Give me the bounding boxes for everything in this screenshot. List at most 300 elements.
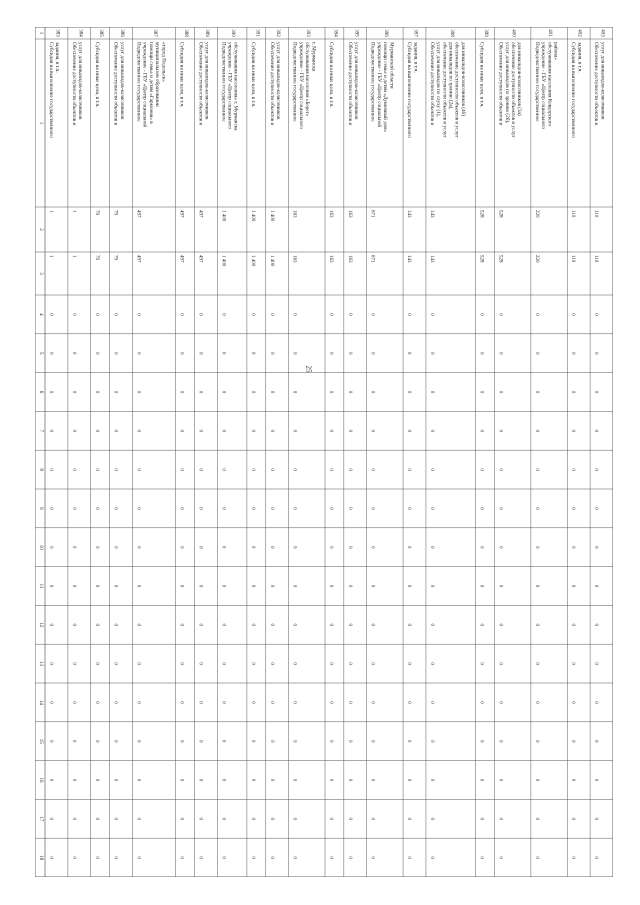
row-value: 0 xyxy=(48,429,53,433)
row-value: 0 xyxy=(178,701,184,704)
row-value: 0 xyxy=(291,507,297,510)
row-value: 0 xyxy=(220,351,226,355)
row-value: 0 xyxy=(70,313,76,316)
row-name-line: учреждение - ГБУ «Центр социального xyxy=(540,42,547,129)
row-value: 0 xyxy=(369,507,375,510)
row-value: 0 xyxy=(197,817,203,821)
row-value: 0 xyxy=(220,739,226,743)
row-value: 0 xyxy=(478,390,484,394)
header-number: 7 xyxy=(38,429,43,433)
row-value: 0 xyxy=(48,701,53,704)
row-value: 0 xyxy=(178,778,184,782)
row-value: 0 xyxy=(70,778,76,782)
row-value: 0 xyxy=(369,468,375,471)
row-value: 0 xyxy=(570,778,576,782)
row-value: 0 xyxy=(428,701,434,704)
row-value: 0 xyxy=(93,545,99,549)
row-value: 0 xyxy=(428,856,434,859)
row-value: 1 400 xyxy=(220,255,226,267)
row-value: 0 xyxy=(327,623,333,627)
row-value: 0 xyxy=(93,390,99,394)
row-name-line: услуг для инвалидов по слуху (1), xyxy=(435,42,442,117)
row-value: 0 xyxy=(570,856,576,859)
row-value: 0 xyxy=(593,662,599,665)
row-name-line: Подведомственное государственное xyxy=(533,42,540,122)
row-value: 0 xyxy=(220,468,226,471)
header-number: 13 xyxy=(38,661,43,667)
row-number: 391 xyxy=(254,29,260,37)
row-value: 497 xyxy=(197,210,203,218)
row-value: 0 xyxy=(93,313,99,316)
row-value: 0 xyxy=(346,856,352,859)
row-value: 0 xyxy=(93,584,99,588)
row-value: 110 xyxy=(593,255,599,263)
row-name-line: «город Подольск» xyxy=(160,42,167,82)
row-value: 0 xyxy=(112,313,118,316)
row-value: 0 xyxy=(593,545,599,549)
row-name-line: задания, в т.ч. xyxy=(576,42,583,73)
row-value: 0 xyxy=(48,313,53,316)
row-value: 0 xyxy=(406,662,412,665)
row-value: 0 xyxy=(197,351,203,355)
row-value: 671 xyxy=(369,210,375,218)
row-value: 163 xyxy=(291,210,297,218)
row-name-line: обеспечение доступности объектов и услуг xyxy=(441,42,448,138)
row-number: 399 xyxy=(483,29,489,37)
header-number: 3 xyxy=(38,272,43,275)
row-value: 0 xyxy=(70,507,76,510)
row-value: 0 xyxy=(533,351,539,355)
row-value: 0 xyxy=(327,856,333,859)
row-value: 0 xyxy=(70,817,76,821)
row-name-line: Обеспечение доступности объектов и xyxy=(70,42,77,126)
row-value: 1 xyxy=(48,210,53,213)
row-value: 0 xyxy=(428,817,434,821)
row-name-line: услуг для инвалидов-колясочников xyxy=(77,42,84,120)
row-number: 400 xyxy=(510,29,516,37)
row-value: 0 xyxy=(291,313,297,316)
row-value: 0 xyxy=(291,662,297,665)
row-value: 0 xyxy=(497,623,503,627)
row-value: 143 xyxy=(428,210,434,218)
row-number: 394 xyxy=(332,29,338,37)
row-value: 0 xyxy=(327,701,333,704)
row-value: 0 xyxy=(291,778,297,782)
header-number: 1 xyxy=(38,121,43,125)
row-value: 0 xyxy=(497,739,503,743)
row-name-line: услуг для инвалидов-колясочников xyxy=(599,42,606,120)
row-value: 0 xyxy=(135,390,141,394)
row-value: 0 xyxy=(533,429,539,433)
row-value: 0 xyxy=(570,545,576,549)
row-value: 0 xyxy=(135,429,141,433)
row-name-line: Подведомственное государственное xyxy=(220,42,227,122)
header-number: 18 xyxy=(38,855,43,861)
row-value: 0 xyxy=(327,817,333,821)
row-value: 0 xyxy=(593,856,599,859)
row-value: 143 xyxy=(406,210,412,218)
row-value: 528 xyxy=(478,255,484,263)
row-value: 0 xyxy=(593,507,599,510)
row-value: 0 xyxy=(112,856,118,859)
row-value: 0 xyxy=(48,623,53,627)
row-value: 0 xyxy=(291,856,297,859)
row-name-line: услуг для инвалидов по зрению (2б), xyxy=(503,42,510,124)
row-value: 0 xyxy=(268,468,274,471)
row-value: 0 xyxy=(497,468,503,471)
row-value: 0 xyxy=(369,429,375,433)
row-value: 0 xyxy=(178,817,184,821)
row-number: 395 xyxy=(353,29,359,37)
row-value: 0 xyxy=(346,468,352,471)
row-name-line: учреждение - ГБУ «Центр социального xyxy=(226,42,233,129)
row-value: 0 xyxy=(346,351,352,355)
row-value: 79 xyxy=(93,210,99,215)
row-value: 0 xyxy=(93,623,99,627)
row-value: 0 xyxy=(70,662,76,665)
row-name-line: обслуживания населения Ковдорского xyxy=(546,42,553,127)
row-value: 0 xyxy=(291,351,297,355)
row-value: 0 xyxy=(570,662,576,665)
row-value: 0 xyxy=(346,662,352,665)
row-value: 0 xyxy=(428,351,434,355)
row-value: 0 xyxy=(178,623,184,627)
row-value: 0 xyxy=(478,429,484,433)
row-value: 0 xyxy=(478,856,484,859)
row-value: 0 xyxy=(197,507,203,510)
row-value: 0 xyxy=(593,778,599,782)
row-value: 0 xyxy=(93,468,99,471)
row-value: 0 xyxy=(178,856,184,859)
row-number: 383 xyxy=(54,29,60,37)
row-value: 0 xyxy=(249,313,255,316)
row-value: 0 xyxy=(70,545,76,549)
row-value: 0 xyxy=(291,584,297,588)
row-number: 397 xyxy=(412,29,418,37)
row-value: 0 xyxy=(570,623,576,627)
row-name-line: Субсидия на иные цели, в т.ч. xyxy=(478,42,485,108)
row-value: 0 xyxy=(327,662,333,665)
header-number: 9 xyxy=(38,507,43,510)
row-value: 0 xyxy=(593,390,599,394)
row-value: 0 xyxy=(428,662,434,665)
row-value: 0 xyxy=(346,623,352,627)
row-value: 0 xyxy=(593,739,599,743)
row-name-line: для инвалидов-колясочников (3а) xyxy=(516,42,523,116)
row-value: 0 xyxy=(291,429,297,433)
row-value: 0 xyxy=(220,662,226,665)
row-value: 528 xyxy=(497,255,503,263)
row-value: 0 xyxy=(197,468,203,471)
row-value: 0 xyxy=(112,701,118,704)
row-name-line: Субсидия на выполнение государственного xyxy=(570,42,577,138)
row-value: 0 xyxy=(291,468,297,471)
row-number: 388 xyxy=(182,29,188,37)
row-value: 0 xyxy=(346,701,352,704)
row-value: 0 xyxy=(70,701,76,704)
row-value: 1 400 xyxy=(268,255,274,267)
row-value: 0 xyxy=(346,778,352,782)
row-value: 0 xyxy=(220,313,226,316)
row-value: 0 xyxy=(135,584,141,588)
row-value: 497 xyxy=(178,255,184,263)
row-value: 0 xyxy=(369,817,375,821)
row-value: 0 xyxy=(70,584,76,588)
row-value: 0 xyxy=(478,662,484,665)
row-value: 0 xyxy=(497,701,503,704)
row-value: 0 xyxy=(346,584,352,588)
row-value: 0 xyxy=(346,545,352,549)
row-value: 0 xyxy=(93,701,99,704)
row-value: 0 xyxy=(249,701,255,704)
row-value: 528 xyxy=(497,210,503,218)
row-name-line: задания, в т.ч. xyxy=(412,42,419,73)
row-value: 0 xyxy=(197,390,203,394)
row-value: 0 xyxy=(70,468,76,471)
row-value: 0 xyxy=(428,584,434,588)
row-value: 0 xyxy=(112,817,118,821)
row-value: 0 xyxy=(220,390,226,394)
row-value: 0 xyxy=(593,623,599,627)
row-value: 0 xyxy=(178,351,184,355)
row-value: 79 xyxy=(112,255,118,260)
row-value: 0 xyxy=(197,623,203,627)
row-value: 0 xyxy=(112,429,118,433)
row-name-line: помощи семье и детям «Душевный дом» xyxy=(382,42,389,133)
row-value: 0 xyxy=(570,584,576,588)
row-value: 0 xyxy=(112,390,118,394)
header-number: 17 xyxy=(38,816,43,822)
row-value: 0 xyxy=(249,778,255,782)
row-value: 163 xyxy=(327,255,333,263)
row-value: 0 xyxy=(497,817,503,821)
row-name-line: Субсидия на иные цели, в т.ч. xyxy=(249,42,256,108)
header-number: 15 xyxy=(38,738,43,744)
row-name-line: Субсидия на иные цели, в т.ч. xyxy=(327,42,334,108)
row-value: 0 xyxy=(346,507,352,510)
row-name-line: Обеспечение доступности объектов и xyxy=(497,42,504,126)
row-number: 393 xyxy=(304,29,310,37)
row-value: 0 xyxy=(249,856,255,859)
header-number: 14 xyxy=(38,699,43,705)
row-value: 0 xyxy=(533,701,539,704)
row-value: 0 xyxy=(268,507,274,510)
row-value: 0 xyxy=(406,429,412,433)
row-value: 0 xyxy=(112,623,118,627)
row-value: 0 xyxy=(70,856,76,859)
row-value: 0 xyxy=(369,739,375,743)
row-number: 392 xyxy=(275,29,281,37)
row-value: 0 xyxy=(112,468,118,471)
row-value: 0 xyxy=(428,390,434,394)
row-value: 0 xyxy=(268,390,274,394)
row-value: 0 xyxy=(48,778,53,782)
row-value: 0 xyxy=(70,351,76,355)
row-value: 0 xyxy=(135,351,141,355)
row-value: 0 xyxy=(570,701,576,704)
row-value: 0 xyxy=(291,739,297,743)
row-value: 0 xyxy=(112,545,118,549)
row-value: 0 xyxy=(220,429,226,433)
row-value: 0 xyxy=(249,545,255,549)
row-value: 0 xyxy=(478,584,484,588)
row-value: 0 xyxy=(48,507,53,510)
row-value: 0 xyxy=(135,778,141,782)
row-value: 0 xyxy=(268,313,274,316)
row-value: 0 xyxy=(369,390,375,394)
row-name-line: для инвалидов-колясочников (4б) xyxy=(459,42,466,116)
row-value: 0 xyxy=(406,623,412,627)
row-value: 0 xyxy=(369,623,375,627)
row-value: 0 xyxy=(178,313,184,316)
row-value: 0 xyxy=(135,468,141,471)
header-number: 4 xyxy=(38,313,43,316)
row-value: 0 xyxy=(268,778,274,782)
row-value: 0 xyxy=(327,739,333,743)
row-value: 163 xyxy=(346,210,352,218)
row-value: 0 xyxy=(268,817,274,821)
row-name-line: Подведомственное государственное xyxy=(369,42,376,122)
row-value: 0 xyxy=(406,468,412,471)
row-value: 0 xyxy=(497,856,503,859)
row-value: 0 xyxy=(478,817,484,821)
row-number: 389 xyxy=(203,29,209,37)
row-value: 0 xyxy=(135,856,141,859)
row-value: 0 xyxy=(369,351,375,355)
row-value: 0 xyxy=(112,507,118,510)
row-value: 0 xyxy=(291,390,297,394)
row-value: 0 xyxy=(369,778,375,782)
row-value: 0 xyxy=(197,584,203,588)
header-number: 1 xyxy=(38,31,43,35)
row-value: 0 xyxy=(220,856,226,859)
row-value: 0 xyxy=(406,584,412,588)
row-value: 0 xyxy=(135,545,141,549)
row-value: 0 xyxy=(93,507,99,510)
row-name-line: обеспечение доступности объектов и услуг xyxy=(453,42,460,138)
row-value: 1 xyxy=(48,255,53,258)
row-value: 0 xyxy=(48,856,53,859)
row-value: 0 xyxy=(497,390,503,394)
row-value: 0 xyxy=(112,739,118,743)
row-value: 0 xyxy=(93,429,99,433)
row-value: 0 xyxy=(197,778,203,782)
header-number: 10 xyxy=(38,544,43,550)
row-value: 0 xyxy=(178,662,184,665)
row-name-line: обслуживания населения «Берег» xyxy=(304,42,311,117)
row-value: 1 400 xyxy=(268,210,274,222)
row-value: 0 xyxy=(197,662,203,665)
row-value: 0 xyxy=(268,429,274,433)
row-value: 0 xyxy=(593,584,599,588)
row-value: 0 xyxy=(428,313,434,316)
row-value: 163 xyxy=(346,255,352,263)
row-value: 0 xyxy=(268,662,274,665)
row-value: 0 xyxy=(533,662,539,665)
row-value: 671 xyxy=(369,255,375,263)
row-name-line: для инвалидов по зрению (2а), xyxy=(447,42,454,110)
rotated-table xyxy=(35,27,613,877)
row-value: 0 xyxy=(570,351,576,355)
row-value: 0 xyxy=(533,507,539,510)
row-value: 163 xyxy=(327,210,333,218)
row-number: 403 xyxy=(599,29,605,37)
row-value: 0 xyxy=(497,584,503,588)
row-value: 0 xyxy=(327,468,333,471)
row-value: 220 xyxy=(533,210,539,218)
row-value: 110 xyxy=(570,255,576,263)
row-value: 1 400 xyxy=(249,255,255,267)
row-value: 0 xyxy=(478,739,484,743)
row-value: 0 xyxy=(268,856,274,859)
row-value: 143 xyxy=(406,255,412,263)
row-value: 0 xyxy=(369,584,375,588)
row-value: 0 xyxy=(178,507,184,510)
row-value: 0 xyxy=(327,778,333,782)
row-value: 0 xyxy=(220,778,226,782)
row-value: 0 xyxy=(533,584,539,588)
row-value: 79 xyxy=(112,210,118,215)
row-value: 0 xyxy=(406,739,412,743)
row-value: 0 xyxy=(406,856,412,859)
row-value: 0 xyxy=(112,778,118,782)
row-value: 110 xyxy=(593,210,599,218)
row-value: 0 xyxy=(406,390,412,394)
row-value: 0 xyxy=(249,507,255,510)
row-value: 0 xyxy=(327,429,333,433)
header-number: 11 xyxy=(38,583,43,589)
row-number: 387 xyxy=(152,29,158,37)
row-value: 0 xyxy=(249,623,255,627)
row-value: 0 xyxy=(93,817,99,821)
row-value: 0 xyxy=(533,313,539,316)
row-value: 0 xyxy=(570,817,576,821)
row-value: 0 xyxy=(70,390,76,394)
row-value: 497 xyxy=(197,255,203,263)
row-value: 0 xyxy=(220,507,226,510)
row-value: 0 xyxy=(249,429,255,433)
row-value: 0 xyxy=(497,313,503,316)
row-value: 0 xyxy=(533,856,539,859)
row-value: 0 xyxy=(369,856,375,859)
row-value: 0 xyxy=(406,701,412,704)
row-value: 0 xyxy=(327,390,333,394)
row-value: 0 xyxy=(533,468,539,471)
row-name-line: Мурманской области xyxy=(388,42,395,89)
row-name-line: Обеспечение доступности объектов и xyxy=(428,42,435,126)
row-value: 0 xyxy=(593,429,599,433)
row-value: 0 xyxy=(249,662,255,665)
row-number: 390 xyxy=(230,29,236,37)
row-value: 79 xyxy=(93,255,99,260)
page-number: 25 xyxy=(304,365,313,373)
row-value: 0 xyxy=(249,817,255,821)
row-value: 0 xyxy=(48,739,53,743)
row-value: 0 xyxy=(497,351,503,355)
row-value: 0 xyxy=(533,778,539,782)
row-value: 0 xyxy=(268,584,274,588)
row-value: 0 xyxy=(268,351,274,355)
row-value: 0 xyxy=(197,701,203,704)
row-value: 0 xyxy=(346,429,352,433)
row-number: 396 xyxy=(382,29,388,37)
row-value: 0 xyxy=(497,429,503,433)
row-value: 0 xyxy=(406,507,412,510)
row-value: 0 xyxy=(178,468,184,471)
row-name-line: задания, в т.ч. xyxy=(54,42,61,73)
row-value: 0 xyxy=(428,778,434,782)
row-number: 402 xyxy=(576,29,582,37)
